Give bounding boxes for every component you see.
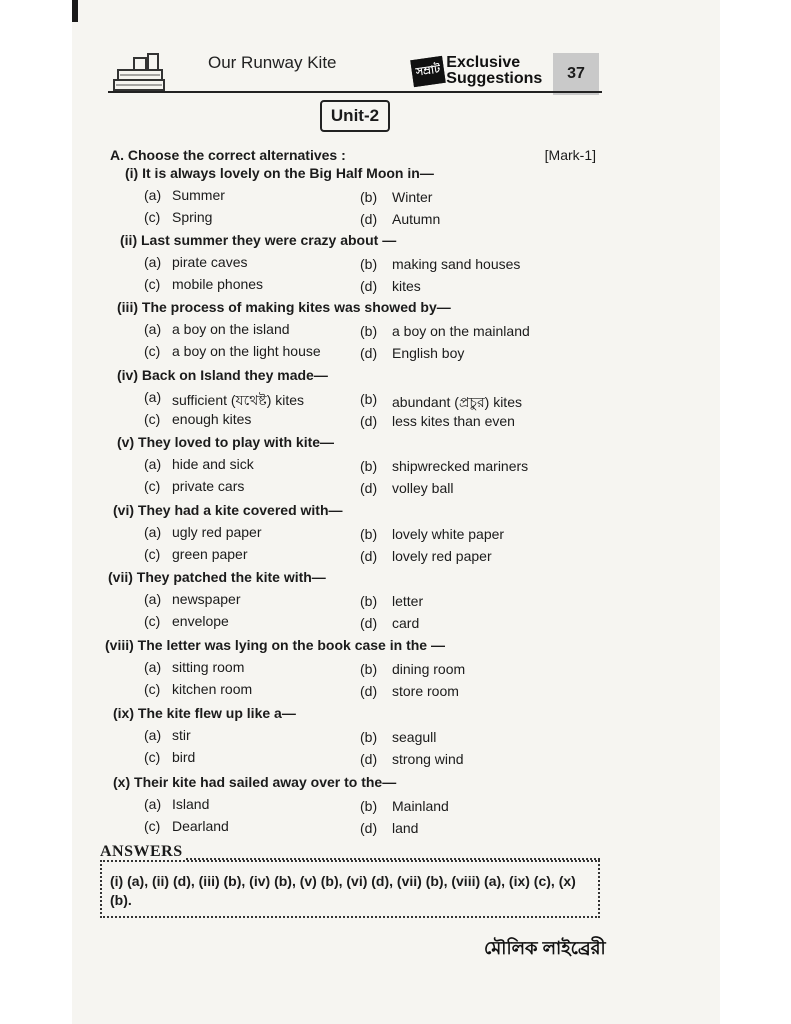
option-c-text: Dearland (172, 818, 229, 834)
option-a-label: (a) (144, 389, 162, 405)
option-c-text: a boy on the light house (172, 343, 321, 359)
option-a-label: (a) (144, 727, 162, 743)
option-b-label: (b) (360, 256, 378, 272)
header-divider (108, 91, 602, 93)
option-a-text: ugly red paper (172, 524, 262, 540)
option-a-text: sitting room (172, 659, 245, 675)
option-d-text: card (392, 615, 420, 631)
answers-label: ANSWERS (100, 843, 183, 860)
option-a-label: (a) (144, 187, 162, 203)
chapter-title: Our Runway Kite (208, 53, 337, 72)
question-number: (v) (117, 434, 135, 450)
option-b-text: abundant (প্রচুর) kites (392, 394, 522, 410)
question-text: Their kite had sailed away over to the— (134, 774, 397, 790)
option-c-label: (c) (144, 478, 161, 494)
option-a-label: (a) (144, 456, 162, 472)
question-text: The process of making kites was showed by— (141, 299, 451, 315)
option-b-text: a boy on the mainland (392, 323, 530, 339)
question-number: (ix) (113, 705, 134, 721)
section-mark: [Mark-1] (544, 147, 596, 163)
section-title: A. Choose the correct alternatives : (110, 147, 346, 163)
brand-line2: Suggestions (446, 70, 543, 87)
option-d-text: strong wind (392, 751, 464, 767)
question-text: Back on Island they made— (141, 367, 328, 383)
option-b-label: (b) (360, 526, 378, 542)
question-7 (108, 569, 326, 585)
option-c-label: (c) (144, 209, 161, 225)
option-a-text: Island (172, 796, 210, 812)
option-d-text: lovely red paper (392, 548, 492, 564)
option-d-text: store room (392, 683, 459, 699)
question-number: (iii) (117, 299, 138, 315)
option-d-label: (d) (360, 480, 378, 496)
option-b-label: (b) (360, 798, 378, 814)
option-a-label: (a) (144, 524, 162, 540)
option-a-text: hide and sick (172, 456, 254, 472)
question-3 (117, 299, 451, 315)
question-number: (viii) (105, 637, 134, 653)
option-b-text: lovely white paper (392, 526, 505, 542)
question-number: (i) (125, 165, 139, 181)
option-a-label: (a) (144, 254, 162, 270)
option-d-label: (d) (360, 345, 378, 361)
option-b-text: seagull (392, 729, 437, 745)
question-text: The letter was lying on the book case in the — (137, 637, 445, 653)
question-5 (117, 434, 334, 450)
option-c-text: private cars (172, 478, 245, 494)
option-b-text: shipwrecked mariners (392, 458, 529, 474)
option-b-label: (b) (360, 189, 378, 205)
option-a-label: (a) (144, 659, 162, 675)
question-2 (120, 232, 396, 248)
option-c-label: (c) (144, 343, 161, 359)
brand-line1: Exclusive (446, 54, 521, 71)
option-d-label: (d) (360, 683, 378, 699)
brand-logo (412, 55, 542, 87)
question-text: The kite flew up like a— (137, 705, 296, 721)
option-d-label: (d) (360, 615, 378, 631)
option-c-label: (c) (144, 818, 161, 834)
option-b-label: (b) (360, 391, 378, 407)
question-number: (vi) (113, 502, 134, 518)
option-a-label: (a) (144, 591, 162, 607)
section-heading (110, 147, 596, 163)
option-b-text: Mainland (392, 798, 449, 814)
option-d-text: kites (392, 278, 421, 294)
unit-heading: Unit-2 (320, 100, 390, 132)
option-c-text: kitchen room (172, 681, 253, 697)
option-a-text: newspaper (172, 591, 241, 607)
question-9 (113, 705, 296, 721)
option-c-label: (c) (144, 546, 161, 562)
option-c-text: Spring (172, 209, 213, 225)
option-d-text: English boy (392, 345, 465, 361)
option-b-text: making sand houses (392, 256, 521, 272)
option-b-text: Winter (392, 189, 433, 205)
option-b-label: (b) (360, 593, 378, 609)
option-c-label: (c) (144, 613, 161, 629)
option-b-label: (b) (360, 458, 378, 474)
question-text: They patched the kite with— (136, 569, 326, 585)
option-c-text: green paper (172, 546, 248, 562)
option-c-text: enough kites (172, 411, 252, 427)
question-8 (105, 637, 445, 653)
question-text: Last summer they were crazy about — (141, 232, 397, 248)
question-number: (x) (113, 774, 131, 790)
question-10 (113, 774, 396, 790)
option-b-label: (b) (360, 323, 378, 339)
question-number: (ii) (120, 232, 138, 248)
question-number: (iv) (117, 367, 138, 383)
option-a-text: Summer (172, 187, 225, 203)
option-d-label: (d) (360, 278, 378, 294)
option-a-text: a boy on the island (172, 321, 290, 337)
option-d-label: (d) (360, 820, 378, 836)
option-a-text: stir (172, 727, 191, 743)
option-c-text: envelope (172, 613, 229, 629)
option-d-label: (d) (360, 413, 378, 429)
option-c-text: bird (172, 749, 196, 765)
option-c-label: (c) (144, 749, 161, 765)
question-number: (vii) (108, 569, 133, 585)
option-d-label: (d) (360, 751, 378, 767)
question-text: They loved to play with kite— (138, 434, 335, 450)
option-d-label: (d) (360, 211, 378, 227)
question-6 (113, 502, 343, 518)
option-a-label: (a) (144, 321, 162, 337)
question-4 (117, 367, 328, 383)
option-b-text: dining room (392, 661, 466, 677)
option-a-text: sufficient (যথেষ্ট) kites (172, 392, 305, 408)
option-d-text: less kites than even (392, 413, 515, 429)
option-c-label: (c) (144, 681, 161, 697)
option-c-label: (c) (144, 411, 161, 427)
brand-text (446, 55, 542, 87)
option-b-label: (b) (360, 661, 378, 677)
page-number: 37 (553, 53, 599, 95)
option-a-text: pirate caves (172, 254, 248, 270)
question-1 (125, 165, 434, 181)
option-c-text: mobile phones (172, 276, 264, 292)
footer-brand: মৌলিক লাইব্রেরী (484, 938, 606, 958)
page-spine (72, 0, 78, 22)
option-b-label: (b) (360, 729, 378, 745)
option-d-text: Autumn (392, 211, 441, 227)
answers-box: (i) (a), (ii) (d), (iii) (b), (iv) (b), (v) (b), (vi) (d), (vii) (b), (viii) (a), (ix) (c), (x) (b). (100, 860, 600, 918)
question-text: They had a kite covered with— (137, 502, 343, 518)
option-b-text: letter (392, 593, 424, 609)
books-icon (112, 52, 168, 94)
option-d-text: volley ball (392, 480, 454, 496)
option-a-label: (a) (144, 796, 162, 812)
option-c-label: (c) (144, 276, 161, 292)
question-text: It is always lovely on the Big Half Moon in— (142, 165, 434, 181)
option-d-label: (d) (360, 548, 378, 564)
brand-badge: সম্রাট (410, 55, 446, 86)
option-d-text: land (392, 820, 419, 836)
